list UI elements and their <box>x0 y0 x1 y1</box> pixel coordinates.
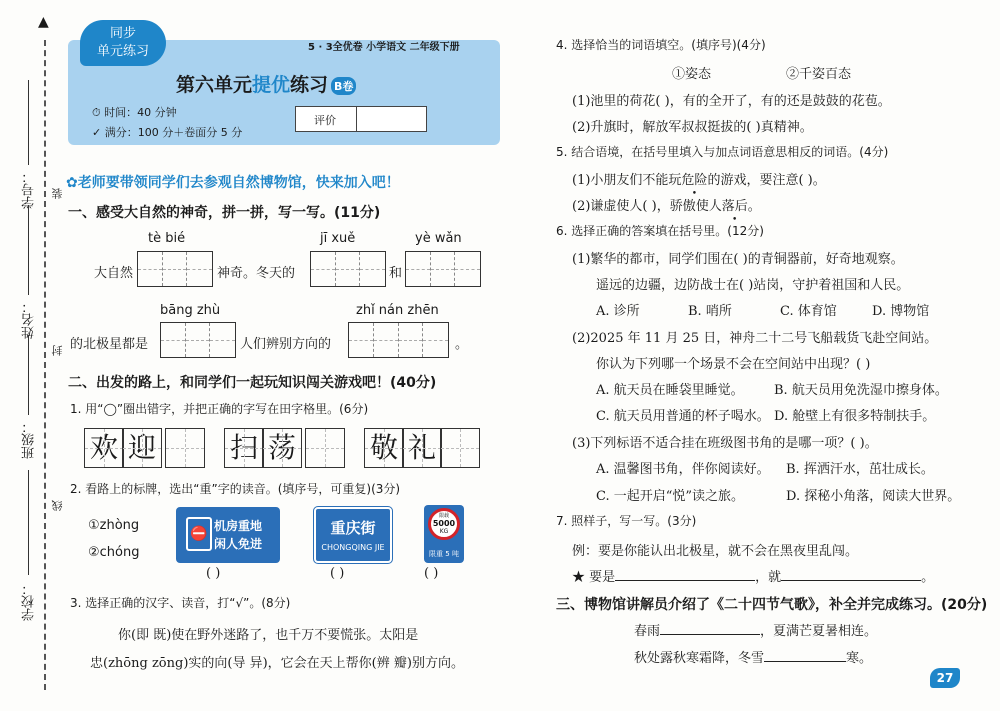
rating-box[interactable] <box>295 106 427 132</box>
q3-line1: 你(即 既)使在野外迷路了，也千万不要慌张。太阳是 <box>118 628 419 643</box>
score-info: ✓ 满分：100 分＋卷面分 5 分 <box>92 126 243 139</box>
solar-terms-line1 <box>634 620 877 639</box>
class-line[interactable] <box>28 335 29 415</box>
page-number: 27 <box>930 668 960 688</box>
sign3-mid: 5000 <box>432 519 456 528</box>
l1b: ，夏满芒夏暑相连。 <box>760 624 878 639</box>
sign1-line2: 闲人免进 <box>214 537 263 551</box>
q7-mid: ，就 <box>755 570 782 585</box>
q4-option1: ①姿态 <box>672 67 712 82</box>
q6-1-line1: (1)繁华的都市，同学们围在( )的青铜器前，好奇地观察。 <box>572 252 904 267</box>
option-chong: ②chóng <box>88 545 140 560</box>
writing-grid-bangzhu[interactable] <box>160 322 236 358</box>
sign3-unit: KG <box>439 528 449 535</box>
section2-heading: 二、出发的路上，和同学们一起玩知识闯关游戏吧！(40分) <box>68 375 437 391</box>
q6-prompt: 6. 选择正确的答案填在括号里。(12分) <box>556 224 764 238</box>
q7-blank2[interactable] <box>781 580 921 581</box>
no-entry-icon: ⛔ <box>186 517 212 551</box>
star-icon-prefix: ★ 要是 <box>572 570 616 585</box>
sign-chongqing-street <box>314 507 392 563</box>
q6-2-optA[interactable]: A. 航天员在睡袋里睡觉。 <box>596 383 744 398</box>
s1-text2: 神奇。冬天的 <box>217 266 296 281</box>
l1a: 春雨 <box>634 624 661 639</box>
s1-text3: 和 <box>389 266 403 281</box>
q3-line2: 忠(zhōng zōng)实的向(导 异)，它会在天上帮你(辨 瓣)别方向。 <box>90 656 464 671</box>
q6-3-line1: (3)下列标语不适合挂在班级图书角的是哪一项？( )。 <box>572 436 878 451</box>
pinyin-bangzhu: bāng zhù <box>160 303 221 318</box>
solar-blank2[interactable] <box>764 661 846 662</box>
q6-3-optB[interactable]: B. 挥洒汗水，茁壮成长。 <box>786 462 934 477</box>
rocket-icon: ▲ <box>38 14 49 30</box>
q4-item1: (1)池里的荷花( )，有的全开了，有的还是鼓鼓的花苞。 <box>572 94 891 109</box>
q5-2a: (2)谦虚使人( )，骄傲使人 <box>572 199 722 214</box>
title-highlight: 提优 <box>252 74 291 96</box>
title-part2: 练习 <box>290 74 329 96</box>
name-label: 姓名： <box>22 300 37 339</box>
q4-option2: ②千姿百态 <box>786 67 852 82</box>
title-part1: 第六单元 <box>176 74 253 96</box>
answer-grid-1[interactable] <box>165 428 205 468</box>
student-id-line[interactable] <box>28 80 29 165</box>
q6-2-optB[interactable]: B. 航天员用免洗湿巾擦身体。 <box>774 383 948 398</box>
q5-2c: 。 <box>747 199 761 214</box>
seal-mark: 封 <box>51 345 64 356</box>
sign-machine-room <box>176 507 280 563</box>
answer-paren-3[interactable]: ( ) <box>424 566 439 581</box>
sign3-bottom: 限重 5 吨 <box>429 550 459 558</box>
s1-text1: 大自然 <box>94 266 134 281</box>
pinyin-yewan: yè wǎn <box>415 231 462 246</box>
sign1-line1: 机房重地 <box>214 519 263 533</box>
pinyin-jixue: jī xuě <box>320 231 356 246</box>
char-jing[interactable]: 敬 <box>364 428 404 468</box>
q6-1-optC[interactable]: C. 体育馆 <box>780 304 837 319</box>
s1-text4: 的北极星都是 <box>70 337 149 352</box>
q7-blank1[interactable] <box>615 580 755 581</box>
class-label: 班级： <box>22 420 37 459</box>
writing-grid-zhinanzhen[interactable] <box>348 322 449 358</box>
q7-end: 。 <box>921 570 935 585</box>
q5-prompt: 5. 结合语境，在括号里填入与加点词语意思相反的词语。(4分) <box>556 145 889 159</box>
binding-dashed-line <box>44 40 46 690</box>
rating-label: 评价 <box>314 114 336 127</box>
q5-emphasis-danger: 危险 <box>681 173 708 188</box>
q7-answer-line <box>572 566 934 585</box>
sign2-line1: 重庆街 <box>330 519 376 537</box>
q6-3-optC[interactable]: C. 一起开启“悦”读之旅。 <box>596 489 745 504</box>
char-huan[interactable]: 欢 <box>84 428 124 468</box>
q6-1-line2: 遥远的边疆，边防战士在( )站岗，守护着祖国和人民。 <box>596 278 910 293</box>
q3-prompt: 3. 选择正确的汉字、读音，打“√”。(8分) <box>70 596 291 610</box>
student-id-label: 学号： <box>22 170 37 209</box>
s1-text6: 。 <box>455 337 469 352</box>
answer-grid-3[interactable] <box>440 428 480 468</box>
bind-mark: 装 <box>51 188 64 199</box>
char-dang[interactable]: 荡 <box>262 428 302 468</box>
q6-3-optA[interactable]: A. 温馨图书角，伴你阅读好。 <box>596 462 770 477</box>
writing-grid-jixue[interactable] <box>310 251 386 287</box>
rating-divider <box>356 107 357 131</box>
sign-weight-limit <box>424 505 464 563</box>
q1-prompt: 1. 用“◯”圈出错字，并把正确的字写在田字格里。(6分) <box>70 402 369 416</box>
q6-1-optB[interactable]: B. 哨所 <box>688 304 732 319</box>
school-line[interactable] <box>28 470 29 575</box>
line-mark: 线 <box>51 500 64 511</box>
pinyin-tebie: tè bié <box>148 231 186 246</box>
q6-1-optA[interactable]: A. 诊所 <box>596 304 640 319</box>
q6-2-line2: 你认为下列哪一个场景不会在空间站中出现？( ) <box>596 357 871 372</box>
q2-prompt: 2. 看路上的标牌，选出“重”字的读音。(填序号，可重复)(3分) <box>70 482 401 496</box>
section1-heading: 一、感受大自然的神奇，拼一拼，写一写。(11分) <box>68 205 381 221</box>
option-zhong: ①zhòng <box>88 518 140 533</box>
school-label: 学校： <box>22 582 37 621</box>
weight-limit-icon <box>428 508 460 540</box>
sign2-line2: CHONGQING JIE <box>321 543 385 552</box>
q5-emphasis-behind: 落后 <box>721 199 748 214</box>
char-sao[interactable]: 扫 <box>224 428 264 468</box>
q5-item2 <box>572 195 761 214</box>
l2a: 秋处露秋寒霜降，冬雪 <box>634 651 765 666</box>
tag-line2: 单元练习 <box>96 44 149 59</box>
q6-2-optD[interactable]: D. 舱壁上有很多特制扶手。 <box>774 409 936 424</box>
q4-item2: (2)升旗时，解放军叔叔挺拔的( )真精神。 <box>572 120 813 135</box>
q7-prompt: 7. 照样子，写一写。(3分) <box>556 514 697 528</box>
q5-1c: 的游戏，要注意( )。 <box>707 173 826 188</box>
title-badge: B卷 <box>331 77 356 95</box>
char-ying[interactable]: 迎 <box>122 428 162 468</box>
q6-2-optC[interactable]: C. 航天员用普通的杯子喝水。 <box>596 409 770 424</box>
name-line[interactable] <box>28 205 29 295</box>
q6-3-optD[interactable]: D. 探秘小角落，阅读大世界。 <box>786 489 961 504</box>
pinyin-zhinanzhen: zhǐ nán zhēn <box>356 303 439 318</box>
q7-example: 例：要是你能认出北极星，就不会在黑夜里乱闯。 <box>572 544 859 559</box>
q6-1-optD[interactable]: D. 博物馆 <box>872 304 930 319</box>
tag-line1: 同步 <box>109 26 136 41</box>
series-info: 5 · 3全优卷 小学语文 二年级下册 <box>308 42 460 53</box>
q4-prompt: 4. 选择恰当的词语填空。(填序号)(4分) <box>556 38 766 52</box>
unit-tag <box>80 20 166 66</box>
l2b: 寒。 <box>846 651 873 666</box>
writing-grid-tebie[interactable] <box>137 251 213 287</box>
char-li[interactable]: 礼 <box>402 428 442 468</box>
s1-text5: 人们辨别方向的 <box>240 337 332 352</box>
q6-2-line1: (2)2025 年 11 月 25 日，神舟二十二号飞船载货飞赴空间站。 <box>572 331 938 346</box>
writing-grid-yewan[interactable] <box>405 251 481 287</box>
page-title <box>176 70 356 97</box>
q5-1a: (1)小朋友们不能玩 <box>572 173 682 188</box>
answer-paren-1[interactable]: ( ) <box>206 566 221 581</box>
solar-terms-line2 <box>634 647 872 666</box>
section3-heading: 三、博物馆讲解员介绍了《二十四节气歌》，补全并完成练习。(20分) <box>556 597 988 613</box>
sign3-top: 限载 <box>438 513 449 519</box>
solar-blank1[interactable] <box>660 634 760 635</box>
time-info: ⏱ 时间：40 分钟 <box>92 106 177 119</box>
q5-item1 <box>572 169 826 188</box>
intro-text: ✿老师要带领同学们去参观自然博物馆，快来加入吧！ <box>66 175 400 191</box>
answer-grid-2[interactable] <box>305 428 345 468</box>
answer-paren-2[interactable]: ( ) <box>330 566 345 581</box>
